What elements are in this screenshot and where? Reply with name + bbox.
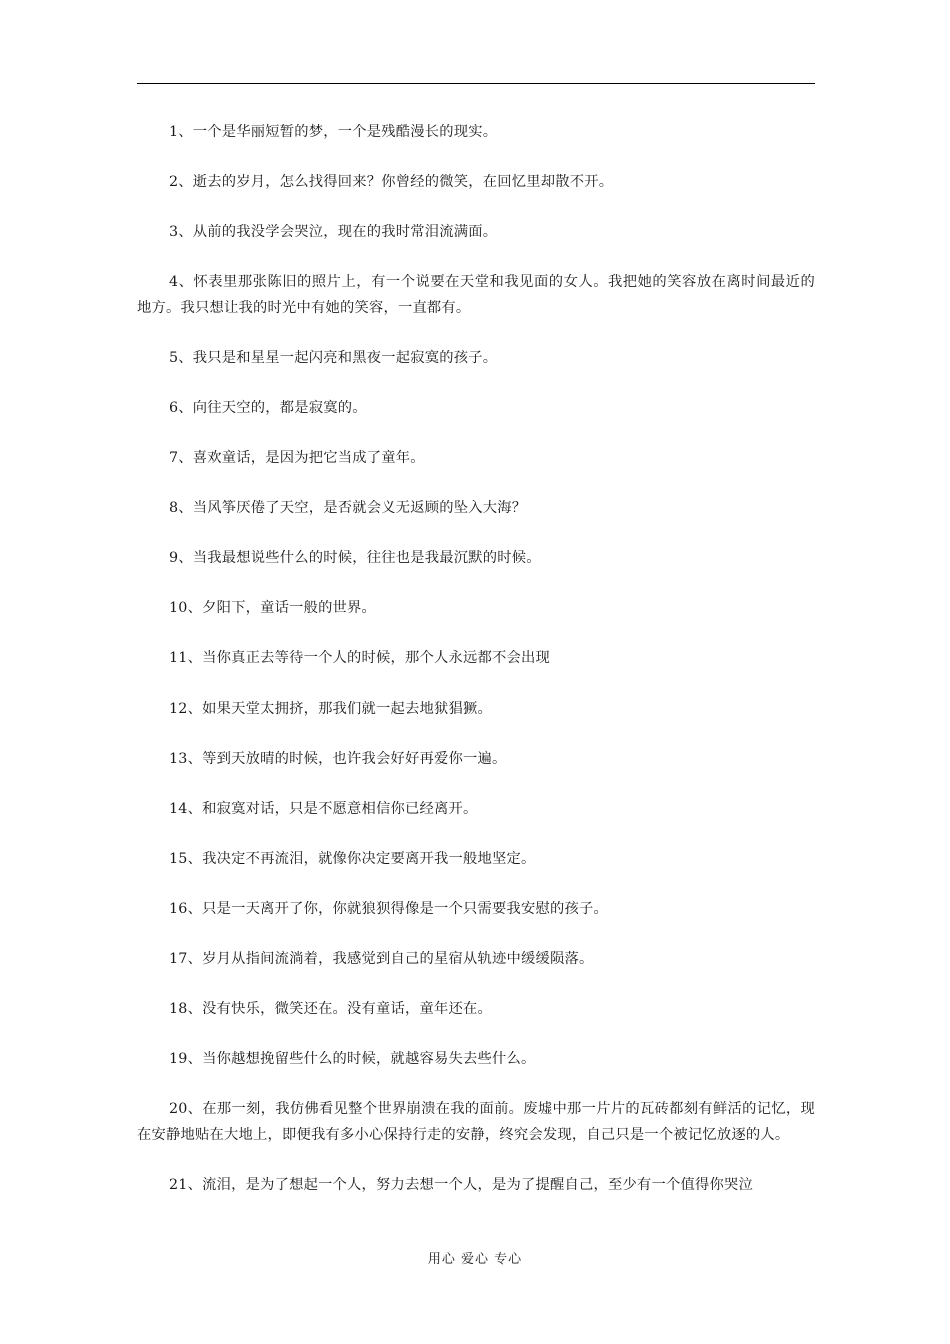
paragraph-10: 10、夕阳下，童话一般的世界。 — [169, 600, 377, 617]
paragraph-3: 3、从前的我没学会哭泣，现在的我时常泪流满面。 — [169, 224, 498, 241]
paragraph-14: 14、和寂寞对话，只是不愿意相信你已经离开。 — [169, 800, 478, 817]
paragraph-17: 17、岁月从指间流淌着，我感觉到自己的星宿从轨迹中缓缓陨落。 — [169, 951, 594, 967]
paragraph-11: 11、当你真正去等待一个人的时候，那个人永远都不会出现 — [169, 650, 551, 667]
paragraph-9: 9、当我最想说些什么的时候，往往也是我最沉默的时候。 — [169, 550, 541, 567]
document-body — [137, 120, 815, 1223]
paragraph-1: 1、一个是华丽短暂的梦，一个是残酷漫长的现实。 — [169, 124, 498, 140]
header-rule — [137, 83, 815, 84]
paragraph-18: 18、没有快乐，微笑还在。没有童话，童年还在。 — [169, 1001, 493, 1018]
paragraph-2: 2、逝去的岁月，怎么找得回来？你曾经的微笑，在回忆里却散不开。 — [169, 174, 614, 191]
page-footer: 用心 爱心 专心 — [427, 1252, 523, 1267]
paragraph-20: 20、在那一刻，我仿佛看见整个世界崩溃在我的面前。废墟中那一片片的瓦砖都刻有鲜活的记忆，现在安静地贴在大地上，即便我有多小心保持行走的安静，终究会发现，自己只是一个被记忆放逐的人。 — [137, 1101, 815, 1143]
paragraph-5: 5、我只是和星星一起闪亮和黑夜一起寂寞的孩子。 — [169, 349, 498, 366]
paragraph-16: 16、只是一天离开了你，你就狼狈得像是一个只需要我安慰的孩子。 — [169, 900, 608, 917]
paragraph-8: 8、当风筝厌倦了天空，是否就会义无返顾的坠入大海？ — [169, 500, 527, 517]
paragraph-13: 13、等到天放晴的时候，也许我会好好再爱你一遍。 — [169, 750, 507, 767]
paragraph-4: 4、怀表里那张陈旧的照片上，有一个说要在天堂和我见面的女人。我把她的笑容放在离时间最近的地方。我只想让我的时光中有她的笑容，一直都有。 — [137, 274, 815, 316]
paragraph-19: 19、当你越想挽留些什么的时候，就越容易失去些什么。 — [169, 1051, 536, 1068]
paragraph-6: 6、向往天空的，都是寂寞的。 — [169, 399, 367, 416]
paragraph-15: 15、我决定不再流泪，就像你决定要离开我一般地坚定。 — [169, 850, 536, 867]
paragraph-7: 7、喜欢童话，是因为把它当成了童年。 — [169, 450, 425, 467]
paragraph-12: 12、如果天堂太拥挤，那我们就一起去地狱猖獗。 — [169, 700, 493, 717]
paragraph-21: 21、流泪，是为了想起一个人，努力去想一个人，是为了提醒自己，至少有一个值得你哭泣 — [169, 1176, 753, 1193]
